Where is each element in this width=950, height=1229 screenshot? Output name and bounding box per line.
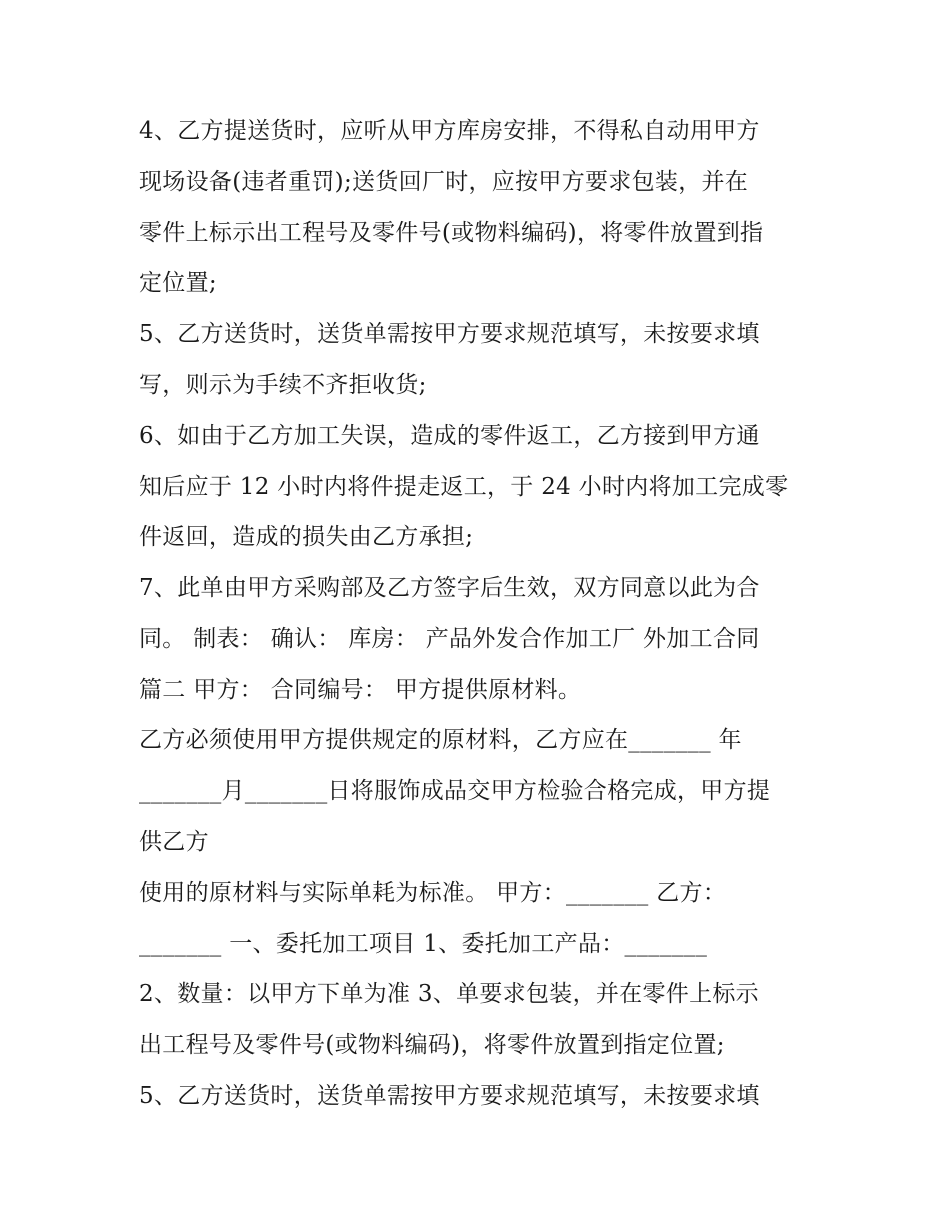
text-line: 出工程号及零件号(或物料编码)，将零件放置到指定位置; [139, 1032, 725, 1058]
text-line: 零件上标示出工程号及零件号(或物料编码)，将零件放置到指 [139, 220, 764, 246]
text-line: 同。 制表： 确认： 库房： 产品外发合作加工厂 外加工合同 [139, 626, 760, 652]
text-line: 写，则示为手续不齐拒收货; [139, 372, 427, 398]
text-line: 5、乙方送货时，送货单需按甲方要求规范填写，未按要求填 [139, 321, 760, 347]
text-line: 知后应于 12 小时内将件提走返工，于 24 小时内将加工完成零 [139, 474, 789, 500]
text-line: 定位置; [139, 270, 217, 296]
text-line: 件返回，造成的损失由乙方承担; [139, 524, 474, 550]
text-line: 篇二 甲方： 合同编号： 甲方提供原材料。 [139, 677, 582, 703]
text-line: 供乙方 [139, 829, 209, 855]
text-line: _______月_______日将服饰成品交甲方检验合格完成，甲方提 [139, 778, 771, 804]
text-line: 6、如由于乙方加工失误，造成的零件返工，乙方接到甲方通 [139, 423, 760, 449]
text-line: 2、数量：以甲方下单为准 3、单要求包装，并在零件上标示 [139, 981, 759, 1007]
text-line: _______ 一、委托加工项目 1、委托加工产品：_______ [139, 931, 708, 957]
text-line: 7、此单由甲方采购部及乙方签字后生效，双方同意以此为合 [139, 575, 760, 601]
text-line: 现场设备(违者重罚);送货回厂时，应按甲方要求包装，并在 [139, 169, 749, 195]
text-line: 乙方必须使用甲方提供规定的原材料，乙方应在_______ 年 [139, 727, 742, 753]
text-line: 4、乙方提送货时，应听从甲方库房安排，不得私自动用甲方 [139, 118, 760, 144]
text-line: 使用的原材料与实际单耗为标准。 甲方：_______ 乙方： [139, 880, 727, 906]
text-line: 5、乙方送货时，送货单需按甲方要求规范填写，未按要求填 [139, 1083, 760, 1109]
